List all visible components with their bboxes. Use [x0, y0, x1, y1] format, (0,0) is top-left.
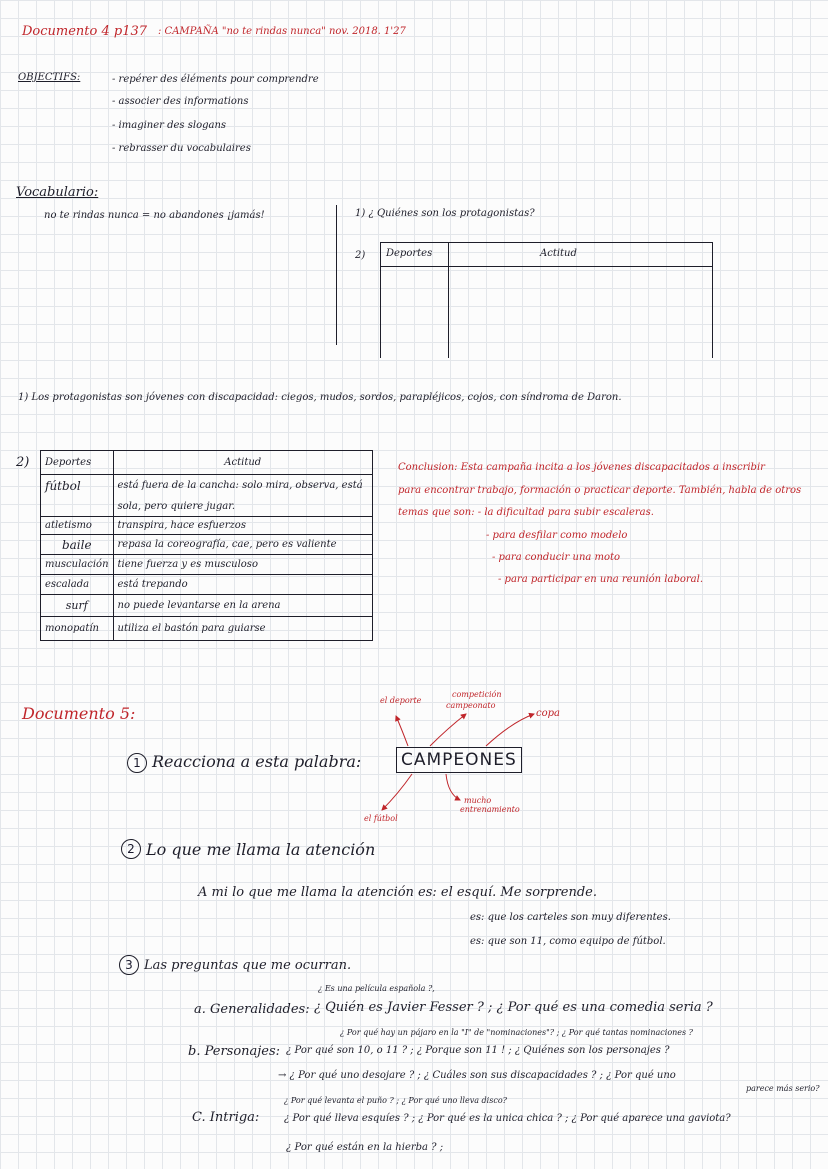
- map-entrenamiento-b: entrenamiento: [460, 805, 520, 814]
- step-2-prompt: Lo que me llama la atención: [146, 840, 376, 859]
- conclusion-line: Conclusion: Esta campaña incita a los jóvenes discapacitados a inscribir: [398, 462, 765, 473]
- map-deporte: el deporte: [380, 696, 422, 705]
- intriga-questions: ¿ Por qué están en la hierba ? ;: [286, 1142, 444, 1153]
- step-3-circle: 3: [119, 955, 139, 975]
- vocab-entry: no te rindas nunca = no abandones ¡jamás!: [44, 210, 265, 221]
- step-2-circle: 2: [121, 839, 141, 859]
- col-deportes: Deportes: [386, 248, 433, 259]
- step-2-answer: es: que los carteles son muy diferentes.: [470, 912, 671, 923]
- table-row: escalada está trepando: [41, 575, 373, 595]
- campeones-word: CAMPEONES: [396, 747, 522, 773]
- objective-item: - imaginer des slogans: [112, 120, 227, 131]
- personajes-questions: ¿ Por qué son 10, o 11 ? ; ¿ Porque son 11 ! ; ¿ Quiénes son los personajes ?: [286, 1045, 670, 1056]
- table-row: monopatín utiliza el bastón para guiarse: [41, 617, 373, 641]
- document-title: Documento 4 p137: [22, 24, 148, 39]
- conclusion-line: - para participar en una reunión laboral.: [498, 574, 703, 585]
- objectives-label: OBJECTIFS:: [18, 72, 81, 83]
- header-actitud: Actitud: [113, 451, 372, 475]
- map-futbol: el fútbol: [364, 814, 398, 823]
- vocab-label: Vocabulario:: [16, 185, 99, 200]
- table-row: baile repasa la coreografía, cae, pero es valiente: [41, 535, 373, 555]
- objective-item: - rebrasser du vocabulaires: [112, 143, 251, 154]
- map-entrenamiento-a: mucho: [464, 796, 492, 805]
- conclusion-line: para encontrar trabajo, formación o practicar deporte. También, habla de otros: [398, 485, 802, 496]
- table-row: sola, pero quiere jugar.: [41, 497, 373, 517]
- question-1: 1) ¿ Quiénes son los protagonistas?: [355, 208, 535, 219]
- generalidades-questions: ¿ Quién es Javier Fesser ? ; ¿ Por qué es una comedia seria ?: [314, 1000, 713, 1015]
- objective-item: - associer des informations: [112, 96, 249, 107]
- map-copa: copa: [536, 708, 560, 719]
- personajes-label: b. Personajes:: [188, 1044, 281, 1059]
- map-campeonato: campeonato: [446, 701, 496, 710]
- objective-item: - repérer des éléments pour comprendre: [112, 74, 319, 85]
- personajes-questions: → ¿ Por qué uno desojare ? ; ¿ Cuáles son sus discapacidades ? ; ¿ Por qué uno: [278, 1070, 676, 1081]
- table-row: atletismo transpira, hace esfuerzos: [41, 517, 373, 535]
- table-row: surf no puede levantarse en la arena: [41, 595, 373, 617]
- personajes-note: parece más serio?: [746, 1084, 820, 1093]
- map-competicion: competición: [452, 690, 502, 699]
- col-actitud: Actitud: [540, 248, 577, 259]
- question-2-number: 2): [355, 250, 366, 261]
- step-2-answer: A mi lo que me llama la atención es: el esquí. Me sorprende.: [198, 885, 597, 900]
- table-number: 2): [16, 455, 30, 470]
- conclusion-line: - para desfilar como modelo: [486, 530, 628, 541]
- step-3-prompt: Las preguntas que me ocurran.: [144, 958, 352, 973]
- generalidades-label: a. Generalidades:: [194, 1002, 310, 1017]
- campaign-title: : CAMPAÑA "no te rindas nunca" nov. 2018. 1'27: [158, 26, 406, 37]
- doc5-title: Documento 5:: [22, 704, 136, 723]
- step-1-circle: 1: [127, 753, 147, 773]
- answer-1: 1) Los protagonistas son jóvenes con discapacidad: ciegos, mudos, sordos, parapléjicos, cojos, con síndroma de Daron.: [18, 392, 622, 403]
- step-1-prompt: Reacciona a esta palabra:: [152, 752, 362, 771]
- intriga-label: C. Intriga:: [192, 1110, 260, 1125]
- question-small: ¿ Por qué hay un pájaro en la "I" de "nominaciones"? ; ¿ Por qué tantas nominaciones ?: [340, 1028, 693, 1037]
- header-deportes: Deportes: [41, 451, 114, 475]
- step-2-answer: es: que son 11, como equipo de fútbol.: [470, 936, 666, 947]
- question-small: ¿ Es una película española ?,: [318, 984, 435, 993]
- table-row: fútbol está fuera de la cancha: solo mira, observa, está: [41, 475, 373, 497]
- conclusion-line: - para conducir una moto: [492, 552, 621, 563]
- intriga-questions: ¿ Por qué lleva esquíes ? ; ¿ Por qué es la unica chica ? ; ¿ Por qué aparece una gaviota?: [284, 1113, 731, 1124]
- table-row: musculación tiene fuerza y es musculoso: [41, 555, 373, 575]
- question-small: ¿ Por qué levanta el puño ? ; ¿ Por qué uno lleva disco?: [284, 1096, 507, 1105]
- conclusion-line: temas que son: - la dificultad para subir escaleras.: [398, 507, 654, 518]
